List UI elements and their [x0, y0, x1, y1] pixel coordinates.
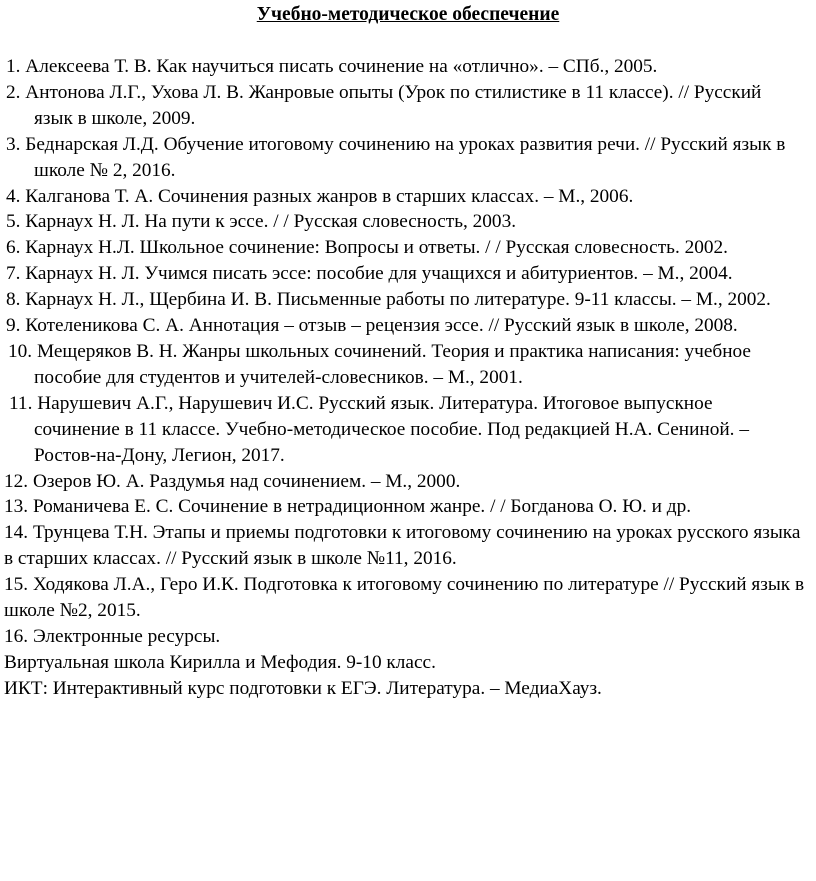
item-text: Алексеева Т. В. Как научиться писать сочинение на «отлично». – СПб., 2005. [25, 56, 658, 77]
item-text: Карнаух Н.Л. Школьное сочинение: Вопросы и ответы. / / Русская словесность. 2002. [25, 237, 728, 259]
list-item [0, 261, 816, 287]
list-item [0, 209, 816, 235]
item-text: Карнаух Н. Л. На пути к эссе. / / Русская словесность, 2003. [25, 211, 517, 233]
item-number: 8. [6, 289, 21, 311]
item-number: 5. [6, 211, 21, 233]
item-number: 10. [8, 340, 33, 362]
item-number: 2. [6, 81, 21, 103]
document-title: Учебно-методическое обеспечение [256, 4, 560, 25]
list-item [0, 339, 816, 391]
list-item [0, 313, 816, 339]
reference-list [0, 54, 816, 702]
item-text: Антонова Л.Г., Ухова Л. В. Жанровые опыты (Урок по стилистике в 11 классе). // Русский язык в школе, 2009. [25, 81, 762, 129]
item-text: Нарушевич А.Г., Нарушевич И.С. Русский язык. Литература. Итоговое выпускное сочинение в 11 классе. Учебно-методическое пособие. Под редакцией Н.А. Сениной. – Ростов-на-Дону, Легион, 2017. [34, 392, 749, 466]
list-item [0, 624, 816, 650]
item-text: Калганова Т. А. Сочинения разных жанров в старших классах. – М., 2006. [25, 185, 634, 207]
item-text: Трунцева Т.Н. Этапы и приемы подготовки к итоговому сочинению на уроках русского языка в старших классах. // Русский язык в школе №11, 2016. [4, 522, 801, 570]
item-text: Карнаух Н. Л. Учимся писать эссе: пособие для учащихся и абитуриентов. – М., 2004. [25, 263, 733, 285]
list-item [0, 391, 816, 469]
item-text: Романичева Е. С. Сочинение в нетрадиционном жанре. / / Богданова О. Ю. и др. [32, 496, 692, 518]
item-number: 6. [6, 237, 21, 259]
item-text: Беднарская Л.Д. Обучение итоговому сочинению на уроках развития речи. // Русский язык в школе № 2, 2016. [25, 133, 786, 181]
list-item [0, 80, 816, 132]
item-text: Карнаух Н. Л., Щербина И. В. Письменные работы по литературе. 9-11 классы. – М., 2002. [25, 289, 771, 311]
item-number: 3. [6, 133, 21, 155]
resource-line: Виртуальная школа Кирилла и Мефодия. 9-10 класс. [4, 651, 436, 673]
list-item [0, 520, 816, 572]
item-number: 13. [4, 496, 29, 518]
item-number: 4. [6, 185, 21, 207]
list-item [0, 235, 816, 261]
item-number: 14. [4, 522, 29, 544]
item-number: 7. [6, 263, 21, 285]
item-number: 9. [6, 315, 21, 337]
item-text: Ходякова Л.А., Геро И.К. Подготовка к итоговому сочинению по литературе // Русский язык в школе №2, 2015. [4, 574, 805, 622]
item-text: Котеленикова С. А. Аннотация – отзыв – рецензия эссе. // Русский язык в школе, 2008. [25, 315, 738, 337]
item-text: Электронные ресурсы. [32, 625, 221, 647]
item-number: 15. [4, 574, 29, 596]
item-number: 11. [9, 392, 33, 414]
item-number: 12. [4, 470, 29, 492]
list-item [0, 572, 816, 624]
list-item [0, 54, 816, 80]
item-number: 16. [4, 625, 29, 647]
item-text: Озеров Ю. А. Раздумья над сочинением. – М., 2000. [32, 470, 461, 492]
item-text: Мещеряков В. Н. Жанры школьных сочинений. Теория и практика написания: учебное пособие для студентов и учителей-словесников. – М., 2001. [34, 340, 751, 388]
list-item [0, 287, 816, 313]
resource-line: ИКТ: Интерактивный курс подготовки к ЕГЭ. Литература. – МедиаХауз. [4, 677, 602, 699]
list-item [0, 494, 816, 520]
list-item [0, 469, 816, 495]
item-number: 1. [6, 56, 21, 77]
list-item [0, 184, 816, 210]
list-item [0, 132, 816, 184]
